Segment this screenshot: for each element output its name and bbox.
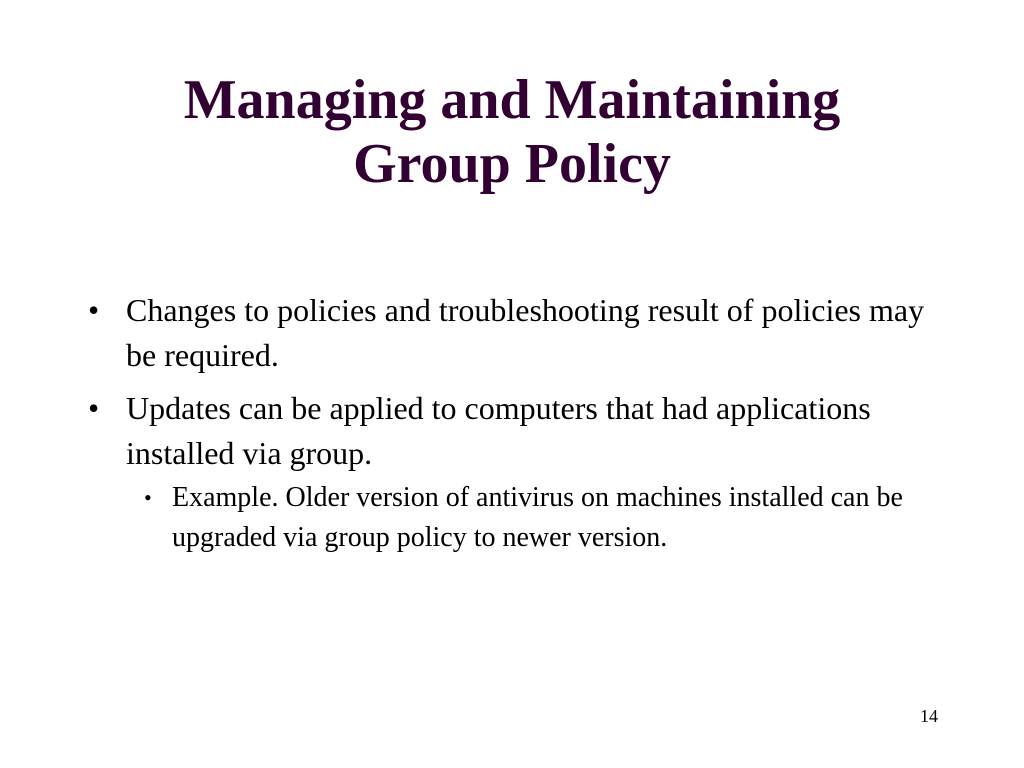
sub-bullet-text: Example. Older version of antivirus on machines installed can be upgraded via group policy to newer version. — [172, 482, 903, 553]
slide-number: 14 — [920, 706, 938, 726]
bullet-text: Changes to policies and troubleshooting result of policies may be required. — [126, 292, 925, 373]
sub-bullet-dot-icon: • — [144, 485, 152, 510]
bullet-dot-icon: • — [88, 390, 100, 426]
bullet-item — [84, 288, 944, 378]
slide-title-line-2: Group Policy — [353, 133, 671, 195]
bullet-list — [84, 288, 944, 566]
sub-bullet-list — [126, 478, 944, 558]
bullet-item — [84, 386, 944, 558]
bullet-text: Updates can be applied to computers that had applications installed via group. — [126, 390, 871, 471]
sub-bullet-item — [126, 478, 912, 558]
slide-title — [60, 68, 964, 196]
slide-title-line-1: Managing and Maintaining — [183, 69, 841, 131]
bullet-dot-icon: • — [88, 292, 100, 328]
